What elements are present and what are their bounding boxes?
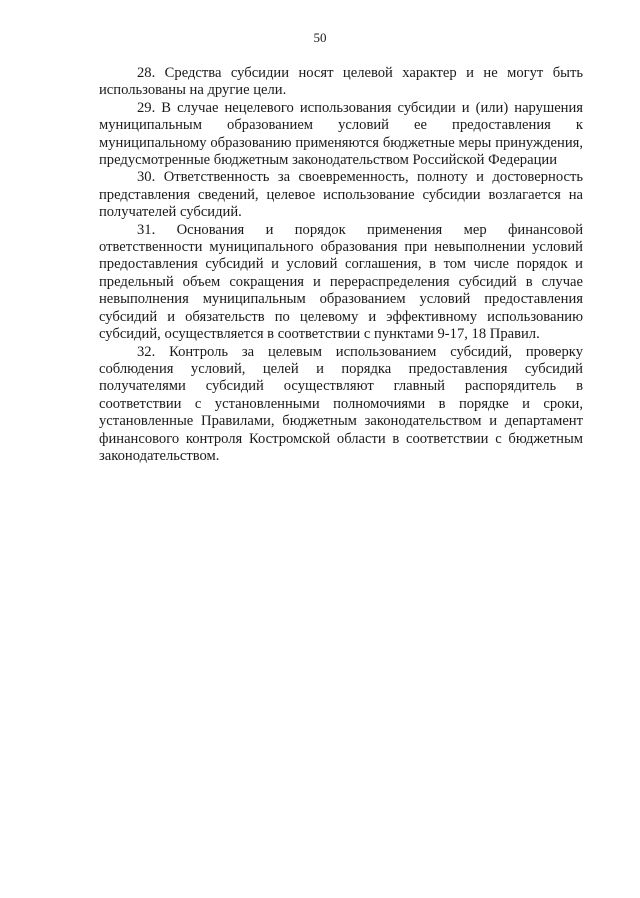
paragraph-29: 29. В случае нецелевого использования субсидии и (или) нарушения муниципальным образованием условий ее предоставления к муниципальному образованию применяются бюджетные меры принуждения, предусмотренные бюджетным законодательством Российской Федерации (99, 99, 583, 169)
paragraph-30: 30. Ответственность за своевременность, полноту и достоверность представления сведений, целевое использование субсидии возлагается на получателей субсидий. (99, 169, 583, 221)
document-body (99, 65, 583, 465)
paragraph-31: 31. Основания и порядок применения мер финансовой ответственности муниципального образования при невыполнении условий предоставления субсидий и условий соглашения, в том числе порядок и предельный объем сокращения и перераспределения субсидий в случае невыполнения муниципальным образованием условий предоставления субсидий и обязательств по целевому и эффективному использованию субсидий, осуществляется в соответствии с пунктами 9-17, 18 Правил. (99, 221, 583, 343)
paragraph-32: 32. Контроль за целевым использованием субсидий, проверку соблюдения условий, целей и порядка предоставления субсидий получателями субсидий осуществляют главный распорядитель в соответствии с установленными полномочиями в порядке и сроки, установленные Правилами, бюджетным законодательством и департамент финансового контроля Костромской области в соответствии с бюджетным законодательством. (99, 343, 583, 464)
page-number: 50 (313, 30, 327, 45)
paragraph-28: 28. Средства субсидии носят целевой характер и не могут быть использованы на другие цели. (99, 65, 583, 99)
